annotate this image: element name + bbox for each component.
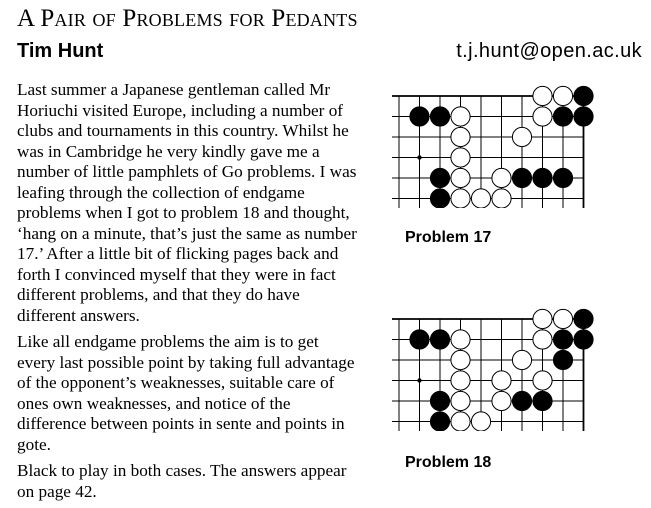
white-stone (492, 168, 511, 187)
white-stone (492, 391, 511, 410)
go-board-problem-18 (392, 305, 598, 431)
star-point (417, 155, 421, 159)
white-stone (451, 412, 470, 431)
white-stone (451, 189, 470, 208)
black-stone (553, 168, 572, 187)
white-stone (512, 350, 531, 369)
white-stone (471, 412, 490, 431)
white-stone (553, 86, 572, 105)
white-stone (451, 330, 470, 349)
black-stone (430, 168, 449, 187)
black-stone (410, 330, 429, 349)
black-stone (533, 168, 552, 187)
white-stone (471, 189, 490, 208)
black-stone (512, 391, 531, 410)
black-stone (430, 330, 449, 349)
white-stone (533, 309, 552, 328)
white-stone (451, 371, 470, 390)
article-title: A Pair of Problems for Pedants (17, 5, 358, 32)
white-stone (451, 350, 470, 369)
body-paragraph: Black to play in both cases. The answers appear on page 42. (17, 461, 347, 501)
white-stone (492, 189, 511, 208)
black-stone (430, 412, 449, 431)
white-stone (533, 330, 552, 349)
author-email: t.j.hunt@open.ac.uk (456, 40, 642, 62)
white-stone (533, 371, 552, 390)
white-stone (512, 127, 531, 146)
white-stone (553, 309, 572, 328)
black-stone (574, 107, 593, 126)
white-stone (451, 148, 470, 167)
black-stone (574, 330, 593, 349)
black-stone (430, 189, 449, 208)
black-stone (430, 107, 449, 126)
article-body (17, 80, 357, 508)
star-point (417, 378, 421, 382)
black-stone (553, 350, 572, 369)
black-stone (410, 107, 429, 126)
body-paragraph: Last summer a Japanese gentleman called Mr Horiuchi visited Europe, including a number of clubs and tournaments in this country. Whilst he was in Cambridge he very kindly gave me a number of little pamphlets of Go problems. I was leafing through the collection of endgame problems when I got to problem 18 and thought, ‘hang on a minute, that’s just the same as number 17.’ After a little bit of flicking pages back and forth I convinced myself that they were in fact different problems, and that they do have different answers. (17, 80, 357, 325)
white-stone (451, 127, 470, 146)
black-stone (430, 391, 449, 410)
white-stone (451, 107, 470, 126)
white-stone (451, 168, 470, 187)
black-stone (574, 309, 593, 328)
black-stone (512, 168, 531, 187)
white-stone (533, 107, 552, 126)
author-name: Tim Hunt (17, 40, 104, 62)
white-stone (492, 371, 511, 390)
black-stone (553, 330, 572, 349)
white-stone (451, 391, 470, 410)
go-board-problem-17 (392, 82, 598, 208)
black-stone (533, 391, 552, 410)
black-stone (574, 86, 593, 105)
problem-18-caption: Problem 18 (405, 454, 492, 471)
white-stone (533, 86, 552, 105)
black-stone (553, 107, 572, 126)
problem-17-caption: Problem 17 (405, 229, 492, 246)
body-paragraph: Like all endgame problems the aim is to get every last possible point by taking full advantage of the opponent’s weaknesses, suitable care of ones own weaknesses, and notice of the difference between points in sente and points in gote. (17, 332, 355, 454)
